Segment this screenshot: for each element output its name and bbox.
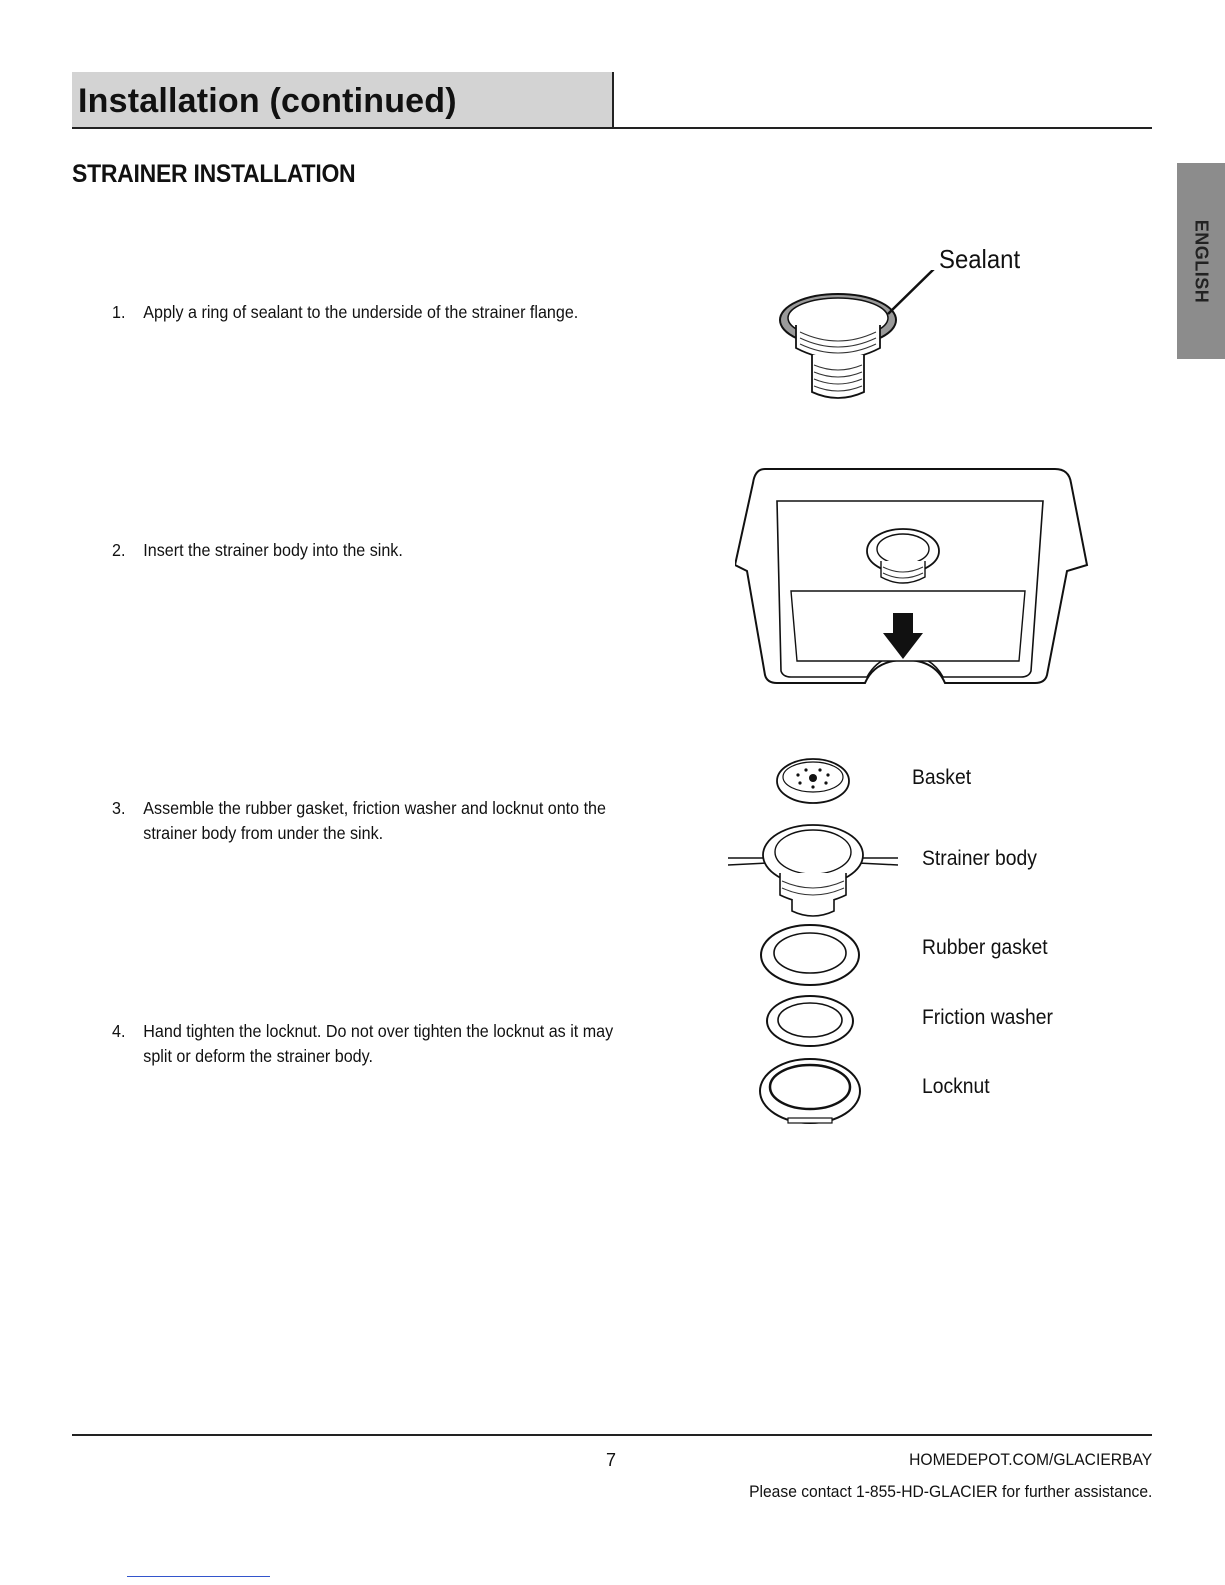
footer-url: HOMEDEPOT.COM/GLACIERBAY [908, 1450, 1152, 1469]
page-title: Installation (continued) [78, 82, 457, 120]
basket-label: Basket [912, 766, 972, 789]
step-number: 4. [112, 1021, 126, 1041]
step-text: Insert the strainer body into the sink. [143, 540, 403, 560]
bottom-divider [127, 1576, 270, 1577]
rubber-gasket-label: Rubber gasket [922, 936, 1048, 959]
step-number: 2. [112, 540, 126, 560]
locknut-label: Locknut [922, 1075, 990, 1098]
strainer-body-icon [728, 825, 898, 916]
friction-washer-icon [767, 996, 853, 1046]
step-text: Assemble the rubber gasket, friction washer and locknut onto the strainer body from under the sink. [143, 798, 606, 843]
rubber-gasket-icon [761, 925, 859, 985]
footer-contact: Please contact 1-855-HD-GLACIER for further assistance. [748, 1482, 1152, 1501]
locknut-icon [760, 1059, 860, 1123]
step-number: 1. [112, 302, 126, 322]
step-number: 3. [112, 798, 126, 818]
header-rule [72, 127, 1152, 129]
page-number: 7 [606, 1450, 617, 1470]
strainer-body-label: Strainer body [922, 847, 1037, 870]
parts-exploded-illustration [728, 755, 908, 1135]
sink-illustration [735, 465, 1090, 697]
step-text: Apply a ring of sealant to the underside of the strainer flange. [143, 302, 579, 322]
basket-icon [777, 759, 849, 803]
strainer-sealant-illustration [770, 270, 960, 410]
language-tab-label: ENGLISH [1191, 219, 1212, 303]
section-title: STRAINER INSTALLATION [72, 160, 356, 188]
step-text: Hand tighten the locknut. Do not over tighten the locknut as it may split or deform the strainer body. [143, 1021, 614, 1066]
footer-rule [72, 1434, 1152, 1436]
language-tab-label-wrap [1177, 163, 1225, 359]
sealant-label: Sealant [939, 244, 1021, 274]
friction-washer-label: Friction washer [922, 1006, 1053, 1029]
